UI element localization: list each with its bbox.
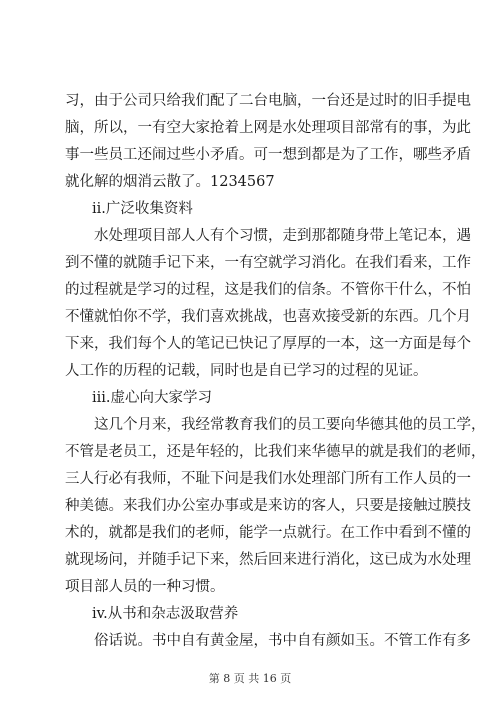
paragraph-line: 水 处 理 项 目 部 人 人 有 个 习 惯 ， 走 到 那 都 随 身 带 上 笔 记 本 ， 遇 [94,228,471,244]
section-heading: ii.广泛收集资料 [92,201,193,217]
paragraph-line: 下 来 ， 我 们 每 个 人 的 笔 记 已 快 记 了 厚 厚 的 一 本 ， 这 一 方 面 是 每 个 [65,336,471,352]
paragraph-line: 俗 话 说 。 书 中 自 有 黄 金 屋 ， 书 中 自 有 颜 如 玉 。 不 管 工 作 有 多 [94,633,471,649]
paragraph-line: 事 一 些 员 工 还 闹 过 些 小 矛 盾 。 可 一 想 到 都 是 为 了 工 作 ， 哪 些 矛 盾 [65,147,471,163]
paragraph-line: 三 人 行 必 有 我 师 ， 不 耻 下 问 是 我 们 水 处 理 部 门 所 有 工 作 人 员 的 一 [65,471,471,487]
section-heading: iii.虚心向大家学习 [92,390,213,406]
paragraph-line: 就 现 场 问 ， 并 随 手 记 下 来 ， 然 后 回 来 进 行 消 化 ， 这 已 成 为 水 处 理 [65,552,471,568]
paragraph-line: 就化解的烟消云散了。1234567 [65,174,275,190]
paragraph-line: 种 美 德 。 来 我 们 办 公 室 办 事 或 是 来 访 的 客 人 ， 只 要 是 接 触 过 膜 技 [65,498,471,514]
paragraph-line: 不 管 是 老 员 工 ， 还 是 年 轻 的 ， 比 我 们 来 华 德 早 的 就 是 我 们 的 老 师 ， [65,444,486,460]
paragraph-line: 到 不 懂 的 就 随 手 记 下 来 ， 一 有 空 就 学 习 消 化 。 在 我 们 看 来 ， 工 作 [65,255,471,271]
paragraph-line: 人工作的历程的记载，同时也是自已学习的过程的见证。 [65,363,428,379]
paragraph-line: 项目部人员的一种习惯。 [65,579,225,595]
paragraph-line: 不 懂 就 怕 你 不 学 ， 我 们 喜 欢 挑 战 ， 也 喜 欢 接 受 新 的 东 西 。 几 个 月 [65,309,471,325]
paragraph-line: 的 过 程 就 是 学 习 的 过 程 ， 这 是 我 们 的 信 条 。 不 管 你 干 什 么 ， 不 怕 [65,282,471,298]
section-heading: iv.从书和杂志汲取营养 [92,606,239,622]
paragraph-line: 这 几 个 月 来 ， 我 经 常 教 育 我 们 的 员 工 要 向 华 德 其 他 的 员 工 学 ， [94,417,486,433]
paragraph-line: 脑 ， 所 以 ， 一 有 空 大 家 抢 着 上 网 是 水 处 理 项 目 部 常 有 的 事 ， 为 此 [65,120,471,136]
page-footer: 第 8 页 共 16 页 [208,672,292,685]
paragraph-line: 术 的 ， 就 都 是 我 们 的 老 师 ， 能 学 一 点 就 行 。 在 工 作 中 看 到 不 懂 的 [65,525,471,541]
paragraph-line: 习 ， 由 于 公 司 只 给 我 们 配 了 二 台 电 脑 ， 一 台 还 是 过 时 的 旧 手 提 电 [65,93,471,109]
